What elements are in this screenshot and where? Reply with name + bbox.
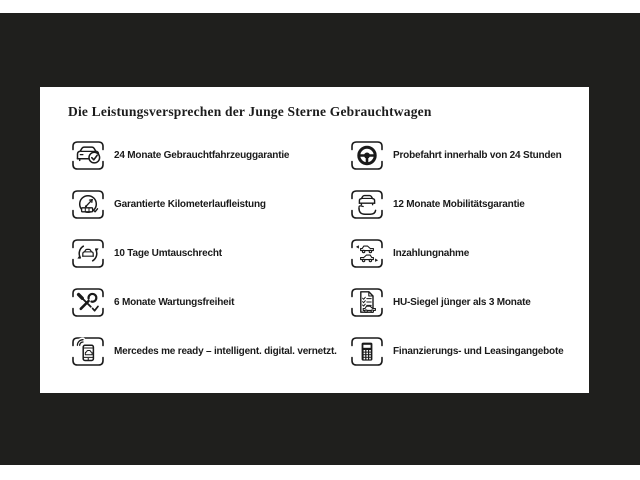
- benefit-label: 24 Monate Gebrauchtfahrzeuggarantie: [114, 150, 290, 161]
- benefit-label: 6 Monate Wartungsfreiheit: [114, 297, 235, 308]
- benefits-column-left: [71, 140, 337, 367]
- checklist-car-icon: [350, 287, 384, 318]
- car-exchange-icon: [71, 238, 105, 269]
- car-on-hand-icon: [350, 189, 384, 220]
- benefit-item-guaranteed-mileage: [71, 189, 337, 220]
- benefit-label: Finanzierungs- und Leasingangebote: [393, 346, 564, 357]
- benefit-item-maintenance-free: [71, 287, 337, 318]
- benefit-item-test-drive: [350, 140, 563, 171]
- benefit-item-exchange-right: [71, 238, 337, 269]
- benefit-item-mercedes-me-ready: [71, 336, 337, 367]
- benefits-column-right: [350, 140, 563, 367]
- benefit-item-mobility-warranty: [350, 189, 563, 220]
- benefit-label: HU-Siegel jünger als 3 Monate: [393, 297, 531, 308]
- calculator-icon: [350, 336, 384, 367]
- benefit-item-trade-in: [350, 238, 563, 269]
- car-trade-in-icon: [350, 238, 384, 269]
- car-check-icon: [71, 140, 105, 171]
- steering-wheel-icon: [350, 140, 384, 171]
- smartphone-signal-icon: [71, 336, 105, 367]
- benefit-item-hu-seal: [350, 287, 563, 318]
- benefit-label: Mercedes me ready – intelligent. digital. vernetzt.: [114, 346, 337, 357]
- card-title: Die Leistungsversprechen der Junge Sterne Gebrauchtwagen: [68, 104, 432, 119]
- speedometer-icon: [71, 189, 105, 220]
- benefit-item-used-car-warranty: [71, 140, 337, 171]
- benefit-label: Garantierte Kilometerlaufleistung: [114, 199, 266, 210]
- benefit-label: 10 Tage Umtauschrecht: [114, 248, 222, 259]
- benefit-label: Probefahrt innerhalb von 24 Stunden: [393, 150, 562, 161]
- benefit-label: 12 Monate Mobilitätsgarantie: [393, 199, 525, 210]
- crossed-tools-check-icon: [71, 287, 105, 318]
- benefit-item-financing-leasing: [350, 336, 563, 367]
- benefit-label: Inzahlungnahme: [393, 248, 470, 259]
- benefits-card: [40, 87, 589, 393]
